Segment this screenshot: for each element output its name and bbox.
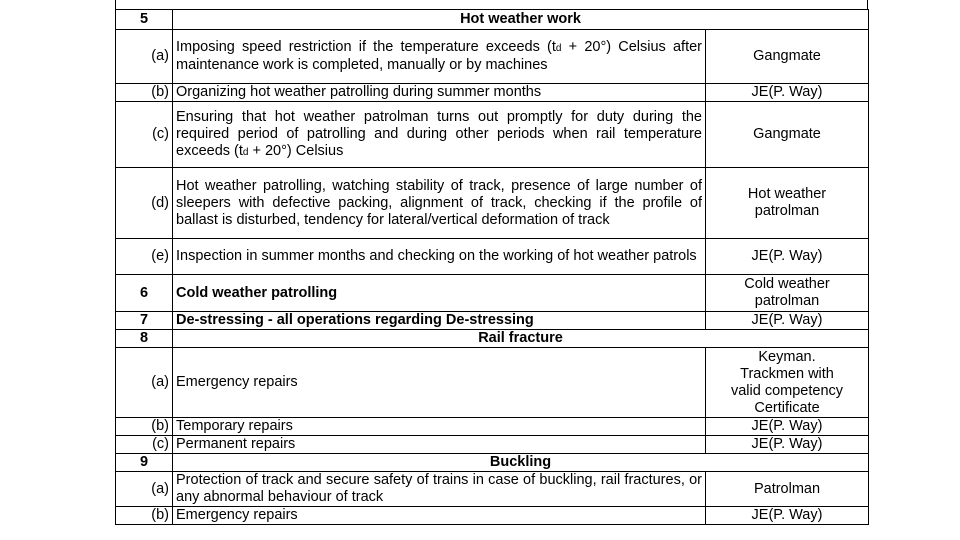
item-responsibility: Gangmate	[706, 30, 869, 84]
item-responsibility: JE(P. Way)	[706, 436, 869, 454]
item-responsibility: JE(P. Way)	[706, 312, 869, 330]
item-responsibility: Gangmate	[706, 102, 869, 168]
item-description: Imposing speed restriction if the temperature exceeds (td + 20°) Celsius after maintenance work is completed, manually or by machines	[173, 30, 706, 84]
item-description: Emergency repairs	[173, 507, 706, 525]
item-label: (a)	[116, 348, 173, 418]
section-row-6	[116, 275, 869, 312]
section-number: 8	[116, 330, 173, 348]
section-description: Cold weather patrolling	[173, 275, 706, 312]
item-label: (a)	[116, 30, 173, 84]
item-label: (c)	[116, 102, 173, 168]
item-label: (e)	[116, 239, 173, 275]
section-number: 7	[116, 312, 173, 330]
section-title: Buckling	[173, 454, 869, 472]
item-label: (b)	[116, 507, 173, 525]
item-responsibility: Patrolman	[706, 472, 869, 507]
table-row	[116, 348, 869, 418]
item-description: Organizing hot weather patrolling during summer months	[173, 84, 706, 102]
section-row-7	[116, 312, 869, 330]
item-description: Protection of track and secure safety of trains in case of buckling, rail fractures, or any abnormal behaviour of track	[173, 472, 706, 507]
table-row	[116, 418, 869, 436]
item-label: (d)	[116, 168, 173, 239]
item-label: (b)	[116, 84, 173, 102]
table-row	[116, 102, 869, 168]
table-row	[116, 436, 869, 454]
item-responsibility: Keyman. Trackmen with valid competency Certificate	[706, 348, 869, 418]
item-responsibility: JE(P. Way)	[706, 84, 869, 102]
item-responsibility: Hot weather patrolman	[706, 168, 869, 239]
item-label: (a)	[116, 472, 173, 507]
section-number: 5	[116, 10, 173, 30]
section-number: 9	[116, 454, 173, 472]
item-description: Temporary repairs	[173, 418, 706, 436]
item-description: Inspection in summer months and checking on the working of hot weather patrols	[173, 239, 706, 275]
table-top-edge	[115, 0, 868, 9]
item-label: (b)	[116, 418, 173, 436]
section-number: 6	[116, 275, 173, 312]
section-title: Rail fracture	[173, 330, 869, 348]
section-row-8	[116, 330, 869, 348]
item-responsibility: JE(P. Way)	[706, 418, 869, 436]
duties-table	[115, 9, 868, 525]
item-responsibility: Cold weather patrolman	[706, 275, 869, 312]
table-row	[116, 507, 869, 525]
table-row	[116, 84, 869, 102]
item-description: Permanent repairs	[173, 436, 706, 454]
section-description: De-stressing - all operations regarding De-stressing	[173, 312, 706, 330]
table-row	[116, 472, 869, 507]
section-title: Hot weather work	[173, 10, 869, 30]
item-responsibility: JE(P. Way)	[706, 507, 869, 525]
item-description: Ensuring that hot weather patrolman turns out promptly for duty during the required period of patrolling and during other periods when rail temperature exceeds (td + 20°) Celsius	[173, 102, 706, 168]
item-description: Emergency repairs	[173, 348, 706, 418]
item-label: (c)	[116, 436, 173, 454]
section-row-5	[116, 10, 869, 30]
table-row	[116, 30, 869, 84]
table-row	[116, 239, 869, 275]
item-responsibility: JE(P. Way)	[706, 239, 869, 275]
item-description: Hot weather patrolling, watching stability of track, presence of large number of sleepers with defective packing, alignment of track, checking if the profile of ballast is disturbed, tendency for lateral/vertical deformation of track	[173, 168, 706, 239]
section-row-9	[116, 454, 869, 472]
table-row	[116, 168, 869, 239]
